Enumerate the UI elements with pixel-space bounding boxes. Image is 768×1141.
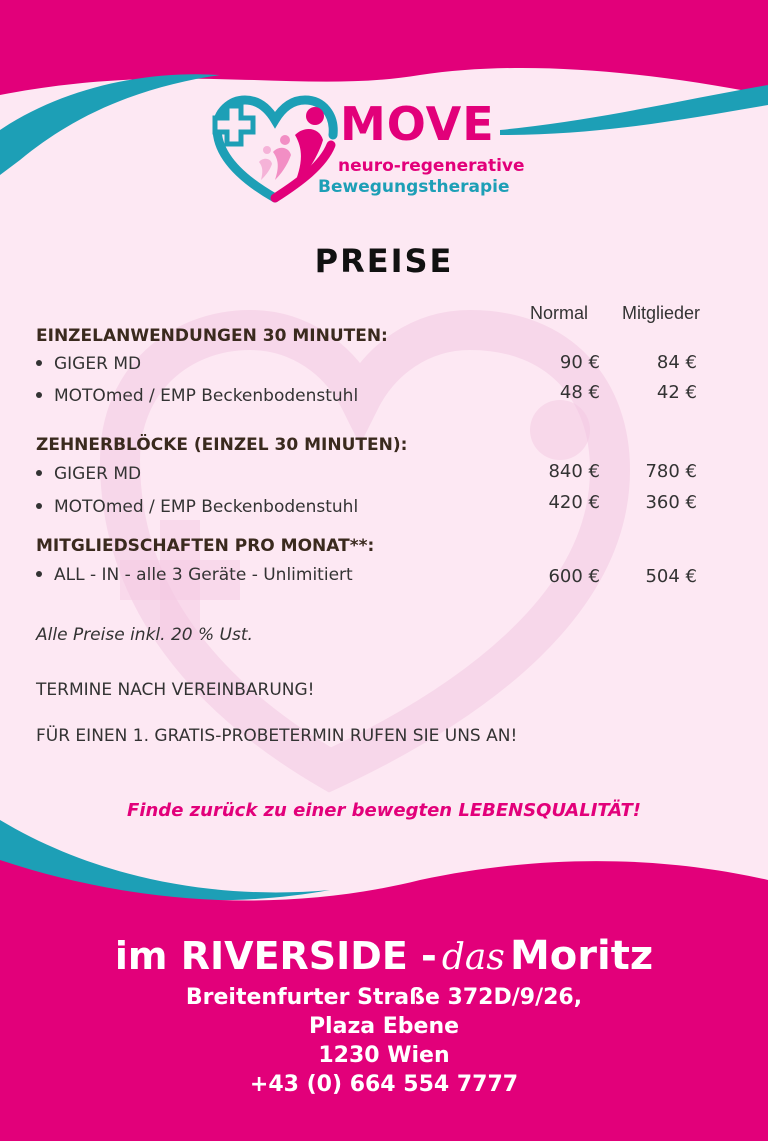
page-title: PREISE xyxy=(314,242,454,280)
list-item xyxy=(36,354,141,374)
appointment-note: TERMINE NACH VEREINBARUNG! xyxy=(36,680,315,700)
list-item xyxy=(36,464,141,484)
price-normal: 48 € xyxy=(559,382,600,403)
price-normal: 840 € xyxy=(548,461,600,482)
logo-brand: MOVE xyxy=(340,97,495,151)
phone-number: +43 (0) 664 554 7777 xyxy=(249,1072,519,1097)
trial-note: FÜR EINEN 1. GRATIS-PROBETERMIN RUFEN SIE UNS AN! xyxy=(36,726,518,746)
list-item xyxy=(36,497,358,517)
item-name: MOTOmed / EMP Beckenbodenstuhl xyxy=(54,386,359,406)
list-item xyxy=(36,565,353,585)
section-heading: EINZELANWENDUNGEN 30 MINUTEN: xyxy=(36,326,388,346)
slogan: Finde zurück zu einer bewegten LEBENSQUALITÄT! xyxy=(127,800,641,821)
item-name: GIGER MD xyxy=(54,464,142,484)
item-name: MOTOmed / EMP Beckenbodenstuhl xyxy=(54,497,359,517)
price-normal: 90 € xyxy=(559,352,600,373)
logo-subtitle-2: Bewegungstherapie xyxy=(318,177,510,197)
price-members: 504 € xyxy=(645,566,697,587)
address-street: Breitenfurter Straße 372D/9/26, xyxy=(185,985,583,1010)
logo-subtitle-1: neuro-regenerative xyxy=(338,156,525,176)
venue-prefix: im RIVERSIDE - xyxy=(114,934,437,978)
price-members: 360 € xyxy=(645,492,697,513)
venue-moritz-logo: Moritz xyxy=(509,933,654,979)
address-city: 1230 Wien xyxy=(318,1043,450,1068)
address-level: Plaza Ebene xyxy=(308,1014,460,1039)
section-heading: ZEHNERBLÖCKE (EINZEL 30 MINUTEN): xyxy=(36,435,408,455)
price-normal: 600 € xyxy=(548,566,600,587)
item-name: GIGER MD xyxy=(54,354,142,374)
bullet-icon xyxy=(36,470,42,476)
column-header-members: Mitglieder xyxy=(622,303,701,323)
price-members: 84 € xyxy=(656,352,697,373)
item-name: ALL - IN - alle 3 Geräte - Unlimitiert xyxy=(54,565,353,585)
bullet-icon xyxy=(36,503,42,509)
venue-das: das xyxy=(441,937,505,978)
price-members: 42 € xyxy=(656,382,697,403)
bullet-icon xyxy=(36,571,42,577)
price-normal: 420 € xyxy=(548,492,600,513)
price-members: 780 € xyxy=(645,461,697,482)
column-header-normal: Normal xyxy=(530,303,589,323)
list-item xyxy=(36,386,358,406)
bullet-icon xyxy=(36,360,42,366)
vat-note: Alle Preise inkl. 20 % Ust. xyxy=(36,625,253,645)
section-heading: MITGLIEDSCHAFTEN PRO MONAT**: xyxy=(36,536,375,556)
venue-line xyxy=(0,933,768,979)
bullet-icon xyxy=(36,392,42,398)
